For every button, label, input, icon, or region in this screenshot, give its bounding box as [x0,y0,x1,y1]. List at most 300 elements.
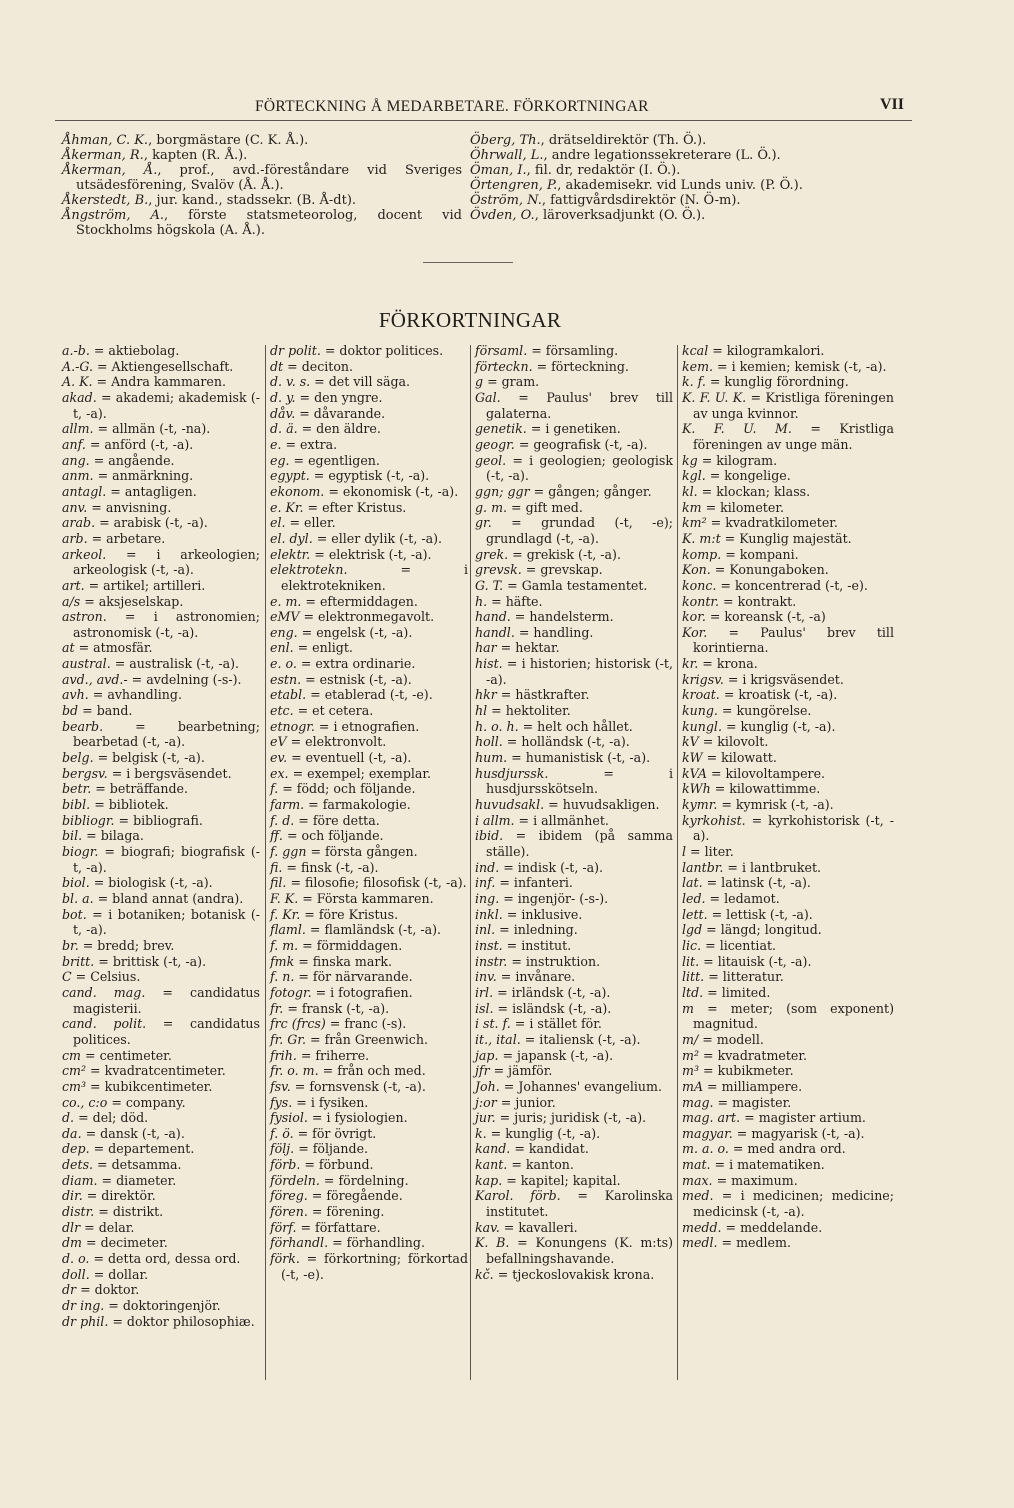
abbreviation-entry: led. = ledamot. [682,890,780,906]
abbreviation: kroat. [682,687,720,703]
abbreviation: mA [682,1078,704,1094]
abbreviation-meaning: diameter. [116,1172,177,1188]
abbreviation-meaning: häfte. [505,593,543,609]
abbreviation-entry: dåv. = dåvarande. [270,405,386,421]
abbreviation: e. o. [270,656,297,672]
abbreviation-entry: kor. = koreansk (-t, -a) [682,609,826,625]
abbreviation-entry: G. T. = Gamla testamentet. [475,577,648,593]
abbreviation: fördeln. [270,1172,320,1188]
abbreviation-meaning: company. [125,1094,186,1110]
abbreviation: dt [270,358,284,374]
abbreviation: grevsk. [475,562,522,578]
abbreviation: etc. [270,703,294,719]
abbreviation-entry: K. B. = Konungens (K. m:ts) befallningshavande. [475,1235,673,1267]
abbreviation: fotogr. [270,984,312,1000]
abbreviation-meaning: Karolinska institutet. [486,1188,673,1220]
abbreviation: kV [682,734,699,750]
abbreviation: dr ing. [62,1298,105,1314]
abbreviation-meaning: kilowattimme. [729,781,821,797]
abbreviation-entry: g. m. = gift med. [475,499,583,515]
abbreviation-meaning: i allmänhet. [533,812,609,828]
abbreviation-entry: A.-G. = Aktiengesellschaft. [62,358,234,374]
abbreviation-entry: genetik. = i genetiken. [475,421,621,437]
abbreviation: enl. [270,640,294,656]
abbreviation: dlr [62,1219,81,1235]
abbreviation: fysiol. [270,1110,308,1126]
abbreviation-meaning: från Greenwich. [324,1031,428,1047]
abbreviation: m/ [682,1031,699,1047]
abbreviation: eV [270,734,287,750]
abbreviation: förk. [270,1251,300,1267]
abbreviation-entry: grevsk. = grevskap. [475,562,603,578]
abbreviation-meaning: hektoliter. [505,703,571,719]
abbreviation-entry: Joh. = Johannes' evangelium. [475,1078,662,1094]
section-title: FÖRKORTNINGAR [378,308,562,332]
abbreviation-meaning: allmän (-t, -na). [112,421,211,437]
abbreviation-meaning: gift med. [525,499,583,515]
abbreviation-meaning: australisk (-t, -a). [129,656,240,672]
abbreviation: cand. polit. [62,1016,147,1032]
abbreviation: cm³ [62,1078,87,1094]
abbreviation-entry: har = hektar. [475,640,560,656]
abbreviation-entry: i allm. = i allmänhet. [475,812,609,828]
abbreviation-meaning: första gången. [325,844,418,859]
abbreviation-entry: inkl. = inklusive. [475,906,583,922]
abbreviation-column-4 [682,343,894,1251]
abbreviation-meaning: avhandling. [107,687,182,703]
abbreviation: max. [682,1172,713,1188]
abbreviation-meaning: extra. [300,436,338,452]
abbreviation-meaning: dåvarande. [313,405,386,421]
abbreviation-entry: it., ital. = italiensk (-t, -a). [475,1031,641,1047]
abbreviation: förf. [270,1219,297,1235]
abbreviation-meaning: band. [96,703,133,719]
abbreviation: kontr. [682,593,720,609]
abbreviation-meaning: grundad (-t, -e); grundlagd (-t, -a). [486,515,673,546]
abbreviation: förhandl. [270,1235,329,1251]
contributor-name: Öman, I. [470,163,527,178]
abbreviation-entry: biogr. = biografi; biografisk (-t, -a). [62,844,260,875]
abbreviation-entry: litt. = litteratur. [682,969,784,985]
abbreviation: inkl. [475,906,503,922]
contributor-name: Öström, N. [470,193,542,208]
abbreviation-column-1 [62,343,260,1329]
abbreviation: litt. [682,969,705,985]
abbreviation: g [475,374,484,390]
abbreviation-entry: lett. = lettisk (-t, -a). [682,906,813,922]
abbreviation-meaning: liter. [704,844,734,859]
abbreviation-meaning: medlem. [736,1235,791,1251]
abbreviation-entry: medl. = medlem. [682,1235,791,1251]
abbreviation-entry: enl. = enligt. [270,640,353,656]
abbreviation: a.-b. [62,343,90,358]
abbreviation-entry: h. o. h. = helt och hållet. [475,718,633,734]
abbreviation: följ. [270,1141,295,1157]
abbreviation-meaning: bland annat (andra). [112,890,244,906]
abbreviation-entry: etabl. = etablerad (-t, -e). [270,687,433,703]
abbreviation: K. B. [475,1235,510,1251]
abbreviation: estn. [270,671,302,687]
abbreviation-meaning: infanteri. [513,875,573,891]
abbreviation-entry: huvudsakl. = huvudsakligen. [475,797,660,813]
abbreviation: mat. [682,1157,711,1173]
abbreviation: ekonom. [270,483,325,499]
abbreviation: kungl. [682,718,722,734]
abbreviation-entry: med. = i medicinen; medicine; medicinsk (-t, -a). [682,1188,895,1220]
abbreviation-meaning: tjeckoslovakisk krona. [512,1266,655,1282]
abbreviation-meaning: i kemien; kemisk (-t, -a). [731,358,887,374]
abbreviation-entry: fr. Gr. = från Greenwich. [270,1031,428,1047]
abbreviation-meaning: förmiddagen. [316,937,403,953]
abbreviation-meaning: ledamot. [724,890,780,906]
abbreviation-meaning: eventuell (-t, -a). [305,750,412,766]
abbreviation-entry: holl. = holländsk (-t, -a). [475,734,630,750]
abbreviation: församl. [475,343,528,358]
abbreviation-meaning: del; död. [92,1110,149,1126]
abbreviation: fr. o. m. [270,1063,319,1079]
abbreviation-entry: lit. = litauisk (-t, -a). [682,953,812,969]
abbreviation-entry: församl. = församling. [475,343,619,358]
abbreviation-meaning: geografisk (-t, -a). [533,436,648,452]
page-number: VII [879,96,904,113]
abbreviation-entry: art. = artikel; artilleri. [62,577,206,593]
abbreviation: f. ggn [270,844,307,859]
abbreviation: arb. [62,530,88,546]
abbreviation-entry: avd., avd.- = avdelning (-s-). [62,671,242,687]
abbreviation: kč. [475,1266,494,1282]
abbreviation-meaning: belgisk (-t, -a). [112,750,205,766]
abbreviation-meaning: kilovoltampere. [725,765,826,781]
abbreviation-entry: dr ing. = doktoringenjör. [62,1298,221,1314]
abbreviation-entry: i st. f. = i stället för. [475,1016,602,1032]
abbreviation-entry: a/s = aksjeselskap. [62,593,184,609]
abbreviation-meaning: italiensk (-t, -a). [539,1031,641,1047]
abbreviation: anv. [62,499,88,515]
abbreviation-entry: l = liter. [682,844,734,859]
abbreviation-meaning: kubikcentimeter. [104,1078,213,1094]
abbreviation-entry: mA = milliampere. [682,1078,803,1094]
abbreviation-meaning: distrikt. [112,1204,164,1220]
abbreviation-meaning: inledning. [513,922,578,938]
contributor-name: Öberg, Th. [470,133,541,148]
abbreviation-meaning: litteratur. [722,969,784,985]
abbreviation: anf. [62,436,86,452]
abbreviation-entry: eg. = egentligen. [270,452,380,468]
abbreviation: kor. [682,609,706,625]
abbreviation: kem. [682,358,714,374]
abbreviation-entry: ff. = och följande. [270,828,384,844]
abbreviation-meaning: i matematiken. [729,1157,825,1173]
abbreviation: f. [270,781,279,797]
abbreviation: el. [270,515,286,531]
abbreviation-entry: betr. = beträffande. [62,781,188,797]
abbreviation: etnogr. [270,718,315,734]
contributor-details: , prof., avd.-föreståndare vid Sveriges utsädesförening, Svalöv (Å. Å.). [76,163,462,193]
abbreviation-entry: husdjurssk. = i husdjursskötseln. [475,765,673,797]
abbreviation-entry: A. K. = Andra kammaren. [62,374,226,390]
abbreviation: etabl. [270,687,307,703]
abbreviation: ltd. [682,984,704,1000]
abbreviation-entry: kWh = kilowattimme. [682,781,821,797]
abbreviation-entry: inst. = institut. [475,937,572,953]
abbreviation-entry: Kor. = Paulus' brev till korintierna. [682,624,894,656]
abbreviation-meaning: holländsk (-t, -a). [521,734,630,750]
abbreviation: lit. [682,953,700,969]
abbreviation-entry: förteckn. = förteckning. [475,358,629,374]
abbreviation-meaning: doktor politices. [339,343,444,358]
abbreviation: ind. [475,859,500,875]
abbreviation-entry: komp. = kompani. [682,546,799,562]
abbreviation-entry: k. = kunglig (-t, -a). [475,1125,601,1141]
abbreviation-meaning: et cetera. [312,703,374,719]
abbreviation: at [62,640,75,656]
abbreviation-meaning: farmakologie. [322,797,411,813]
contributor-name: Ångström, A. [62,208,165,223]
contributor-name: Örtengren, P. [470,178,558,193]
abbreviation-meaning: längd; longitud. [720,922,822,938]
abbreviation-entry: hkr = hästkrafter. [475,687,590,703]
abbreviation-entry: fmk = finska mark. [270,953,393,969]
abbreviation-entry: d. = del; död. [62,1110,149,1126]
abbreviation-meaning: kunglig förordning. [724,374,849,390]
abbreviation-meaning: bearbetning; bearbetad (-t, -a). [73,718,260,750]
abbreviation-entry: farm. = farmakologie. [270,797,411,813]
abbreviation-entry: britt. = brittisk (-t, -a). [62,953,207,969]
abbreviation-meaning: kandidat. [528,1141,589,1157]
abbreviation: kand. [475,1141,511,1157]
abbreviation-meaning: eller dylik (-t, -a). [331,530,443,546]
abbreviation-entry: dep. = departement. [62,1141,195,1157]
abbreviation: frc (frcs) [270,1016,326,1032]
abbreviation-meaning: Konungens (K. m:ts) befallningshavande. [486,1235,673,1267]
abbreviation: f. ö. [270,1125,294,1141]
abbreviation-meaning: i elektrotekniken. [281,562,468,593]
contributor-name: Övden, O. [470,208,535,223]
abbreviation: biol. [62,875,90,891]
abbreviation: it., ital. [475,1031,521,1047]
abbreviation-meaning: Aktiengesellschaft. [111,358,234,374]
abbreviation-meaning: elektrisk (-t, -a). [328,546,432,562]
abbreviation: lat. [682,875,703,891]
abbreviation-entry: d. v. s. = det vill säga. [270,374,411,390]
abbreviation: C [62,969,72,985]
abbreviation: eg. [270,452,290,468]
contributor-details: , akademisekr. vid Lunds univ. (P. Ö.). [557,178,803,193]
abbreviation-entry: d. o. = detta ord, dessa ord. [62,1251,241,1267]
abbreviation-entry: C = Celsius. [62,969,141,985]
abbreviation: kung. [682,703,718,719]
abbreviation-meaning: beträffande. [109,781,188,797]
abbreviation-entry: K. m:t = Kunglig majestät. [682,530,852,546]
abbreviation-entry: mag. = magister. [682,1094,792,1110]
abbreviation: mag. art. [682,1110,741,1126]
running-header [55,92,912,121]
abbreviation-entry: f. ggn = första gången. [270,844,418,859]
abbreviation-meaning: fransk (-t, -a). [301,1000,390,1016]
abbreviation-entry: anf. = anförd (-t, -a). [62,436,194,452]
abbreviation: ang. [62,452,90,468]
abbreviation-meaning: doktor. [94,1282,140,1298]
abbreviation-meaning: Celsius. [90,969,141,985]
abbreviation-entry: föreg. = föregående. [270,1188,403,1204]
abbreviation-meaning: i krigsväsendet. [742,671,844,687]
abbreviation-meaning: handling. [533,624,594,640]
abbreviation-meaning: brittisk (-t, -a). [112,953,207,969]
abbreviation-entry: medd. = meddelande. [682,1219,823,1235]
abbreviation-entry: distr. = distrikt. [62,1204,164,1220]
abbreviation-entry: astron. = i astronomien; astronomisk (-t, -a). [62,609,261,640]
abbreviation: fören. [270,1204,308,1220]
abbreviation: bibliogr. [62,812,115,828]
abbreviation-entry: jap. = japansk (-t, -a). [475,1047,614,1063]
abbreviation-meaning: följande. [312,1141,369,1157]
abbreviation: m [682,1000,694,1016]
abbreviation-entry: f. = född; och följande. [270,781,416,797]
abbreviation-entry: km² = kvadratkilometer. [682,515,838,531]
abbreviation-entry: Kon. = Konungaboken. [682,562,829,578]
abbreviation-meaning: decimeter. [100,1235,168,1251]
abbreviation-meaning: elektronvolt. [305,734,387,750]
abbreviation: i st. f. [475,1016,511,1032]
abbreviation: bd [62,703,79,719]
abbreviation-entry: hum. = humanistisk (-t, -a). [475,750,651,766]
abbreviation: ex. [270,765,289,781]
abbreviation: inf. [475,875,496,891]
abbreviation: allm. [62,421,94,437]
abbreviation-meaning: doktoringenjör. [122,1298,221,1314]
contributor-details: , kapten (R. Å.). [143,148,248,163]
abbreviation: bl. a. [62,890,94,906]
abbreviation: Kor. [682,624,708,640]
abbreviation: f. d. [270,812,295,828]
contributor-entry [62,133,462,148]
abbreviation-meaning: kilogram. [716,452,778,468]
abbreviation-meaning: från och med. [337,1063,426,1079]
abbreviation-meaning: candidatus magisterii. [73,984,260,1016]
abbreviation: e. [270,436,282,452]
abbreviation-entry: eV = elektronvolt. [270,734,387,750]
abbreviation-meaning: jämför. [508,1063,553,1079]
abbreviation: avd., avd.- [62,671,128,687]
abbreviation-meaning: i lantbruket. [741,859,822,875]
abbreviation-meaning: egentligen. [308,452,380,468]
abbreviation: bot. [62,906,87,922]
abbreviation-meaning: i arkeologien; arkeologisk (-t, -a). [73,546,261,578]
abbreviation-meaning: kongelige. [724,468,791,484]
abbreviation-meaning: arbetare. [106,530,166,546]
abbreviation-meaning: förteckning. [551,358,629,374]
abbreviation-entry: elektrotekn. = i elektrotekniken. [270,562,468,593]
abbreviation: G. T. [475,577,504,593]
abbreviation-entry: f. ö. = för övrigt. [270,1125,377,1141]
abbreviation-meaning: ekonomisk (-t, -a). [342,483,459,499]
abbreviation-entry: m² = kvadratmeter. [682,1047,808,1063]
abbreviation: astron. [62,609,107,625]
abbreviation-meaning: föregående. [326,1188,403,1204]
abbreviation-meaning: finska mark. [312,953,393,969]
abbreviation: f. m. [270,937,299,953]
abbreviation-entry: antagl. = antagligen. [62,483,197,499]
abbreviation: Karol. förb. [475,1188,561,1204]
abbreviation-meaning: den äldre. [316,421,381,437]
abbreviation: F. K. [270,890,299,906]
abbreviation: co., c:o [62,1094,108,1110]
abbreviation: e. m. [270,593,302,609]
abbreviation: hl [475,703,488,719]
abbreviation-entry: elektr. = elektrisk (-t, -a). [270,546,432,562]
abbreviation: förb. [270,1157,301,1173]
abbreviation-meaning: fornsvensk (-t, -a). [309,1078,426,1094]
abbreviation-entry: diam. = diameter. [62,1172,177,1188]
abbreviation-meaning: kyrkohistorisk (-t, -a). [693,812,894,844]
abbreviation-meaning: biologisk (-t, -a). [108,875,213,891]
abbreviation-meaning: artikel; artilleri. [103,577,206,593]
abbreviation-entry: e. m. = eftermiddagen. [270,593,418,609]
abbreviation-meaning: magister artium. [758,1110,866,1126]
abbreviation: medl. [682,1235,718,1251]
abbreviation-entry: e. Kr. = efter Kristus. [270,499,407,515]
abbreviation-entry: kl. = klockan; klass. [682,483,811,499]
abbreviation: k. [475,1125,487,1141]
abbreviation-meaning: i historien; historisk (-t, -a). [486,656,673,687]
abbreviation-entry: kroat. = kroatisk (-t, -a). [682,687,838,703]
abbreviation-entry: jur. = juris; juridisk (-t, -a). [475,1110,647,1126]
abbreviation: br. [62,937,79,953]
abbreviation: Gal. [475,389,501,405]
contributor-entry [470,133,895,148]
abbreviation: kap. [475,1172,503,1188]
abbreviation-entry: Gal. = Paulus' brev till galaterna. [475,389,673,421]
abbreviation-entry: lat. = latinsk (-t, -a). [682,875,811,891]
contributor-entry [470,148,895,163]
abbreviation-meaning: juris; juridisk (-t, -a). [514,1110,647,1126]
abbreviation-entry: max. = maximum. [682,1172,798,1188]
abbreviation-meaning: förbund. [318,1157,374,1173]
abbreviation-entry: cm² = kvadratcentimeter. [62,1063,226,1079]
contributor-entry [62,163,462,193]
abbreviation: lantbr. [682,859,724,875]
abbreviation: fi. [270,859,283,875]
abbreviation: distr. [62,1204,95,1220]
abbreviation: d. v. s. [270,374,311,390]
abbreviation: fr. [270,1000,284,1016]
abbreviation-meaning: i genetiken. [545,421,621,437]
abbreviation-meaning: kvadratkilometer. [725,515,838,531]
abbreviation-entry: m³ = kubikmeter. [682,1063,794,1079]
abbreviation-meaning: anvisning. [105,499,172,515]
abbreviation-entry: cm = centimeter. [62,1047,172,1063]
abbreviation-entry: m = meter; (som exponent) magnitud. [682,1000,894,1032]
abbreviation: belg. [62,750,94,766]
abbreviation-entry: ggn; ggr = gången; gånger. [475,483,652,499]
abbreviation-entry: kem. = i kemien; kemisk (-t, -a). [682,358,887,374]
abbreviation: holl. [475,734,503,750]
abbreviation: Kon. [682,562,711,578]
abbreviation-entry: flaml. = flamländsk (-t, -a). [270,922,442,938]
contributor-name: Öhrwall, L. [470,148,544,163]
contributor-entry [470,193,895,208]
contributor-details: , andre legationssekreterare (L. Ö.). [543,148,781,163]
abbreviation: hum. [475,750,508,766]
abbreviation-entry: kand. = kandidat. [475,1141,589,1157]
contributor-entry [62,208,462,238]
abbreviation: f. n. [270,969,295,985]
abbreviation-meaning: kilometer. [720,499,784,515]
abbreviation: K. F. U. M. [682,421,792,437]
abbreviation-meaning: estnisk (-t, -a). [319,671,412,687]
abbreviation-entry: bibliogr. = bibliografi. [62,812,203,828]
abbreviation-entry: cm³ = kubikcentimeter. [62,1078,213,1094]
